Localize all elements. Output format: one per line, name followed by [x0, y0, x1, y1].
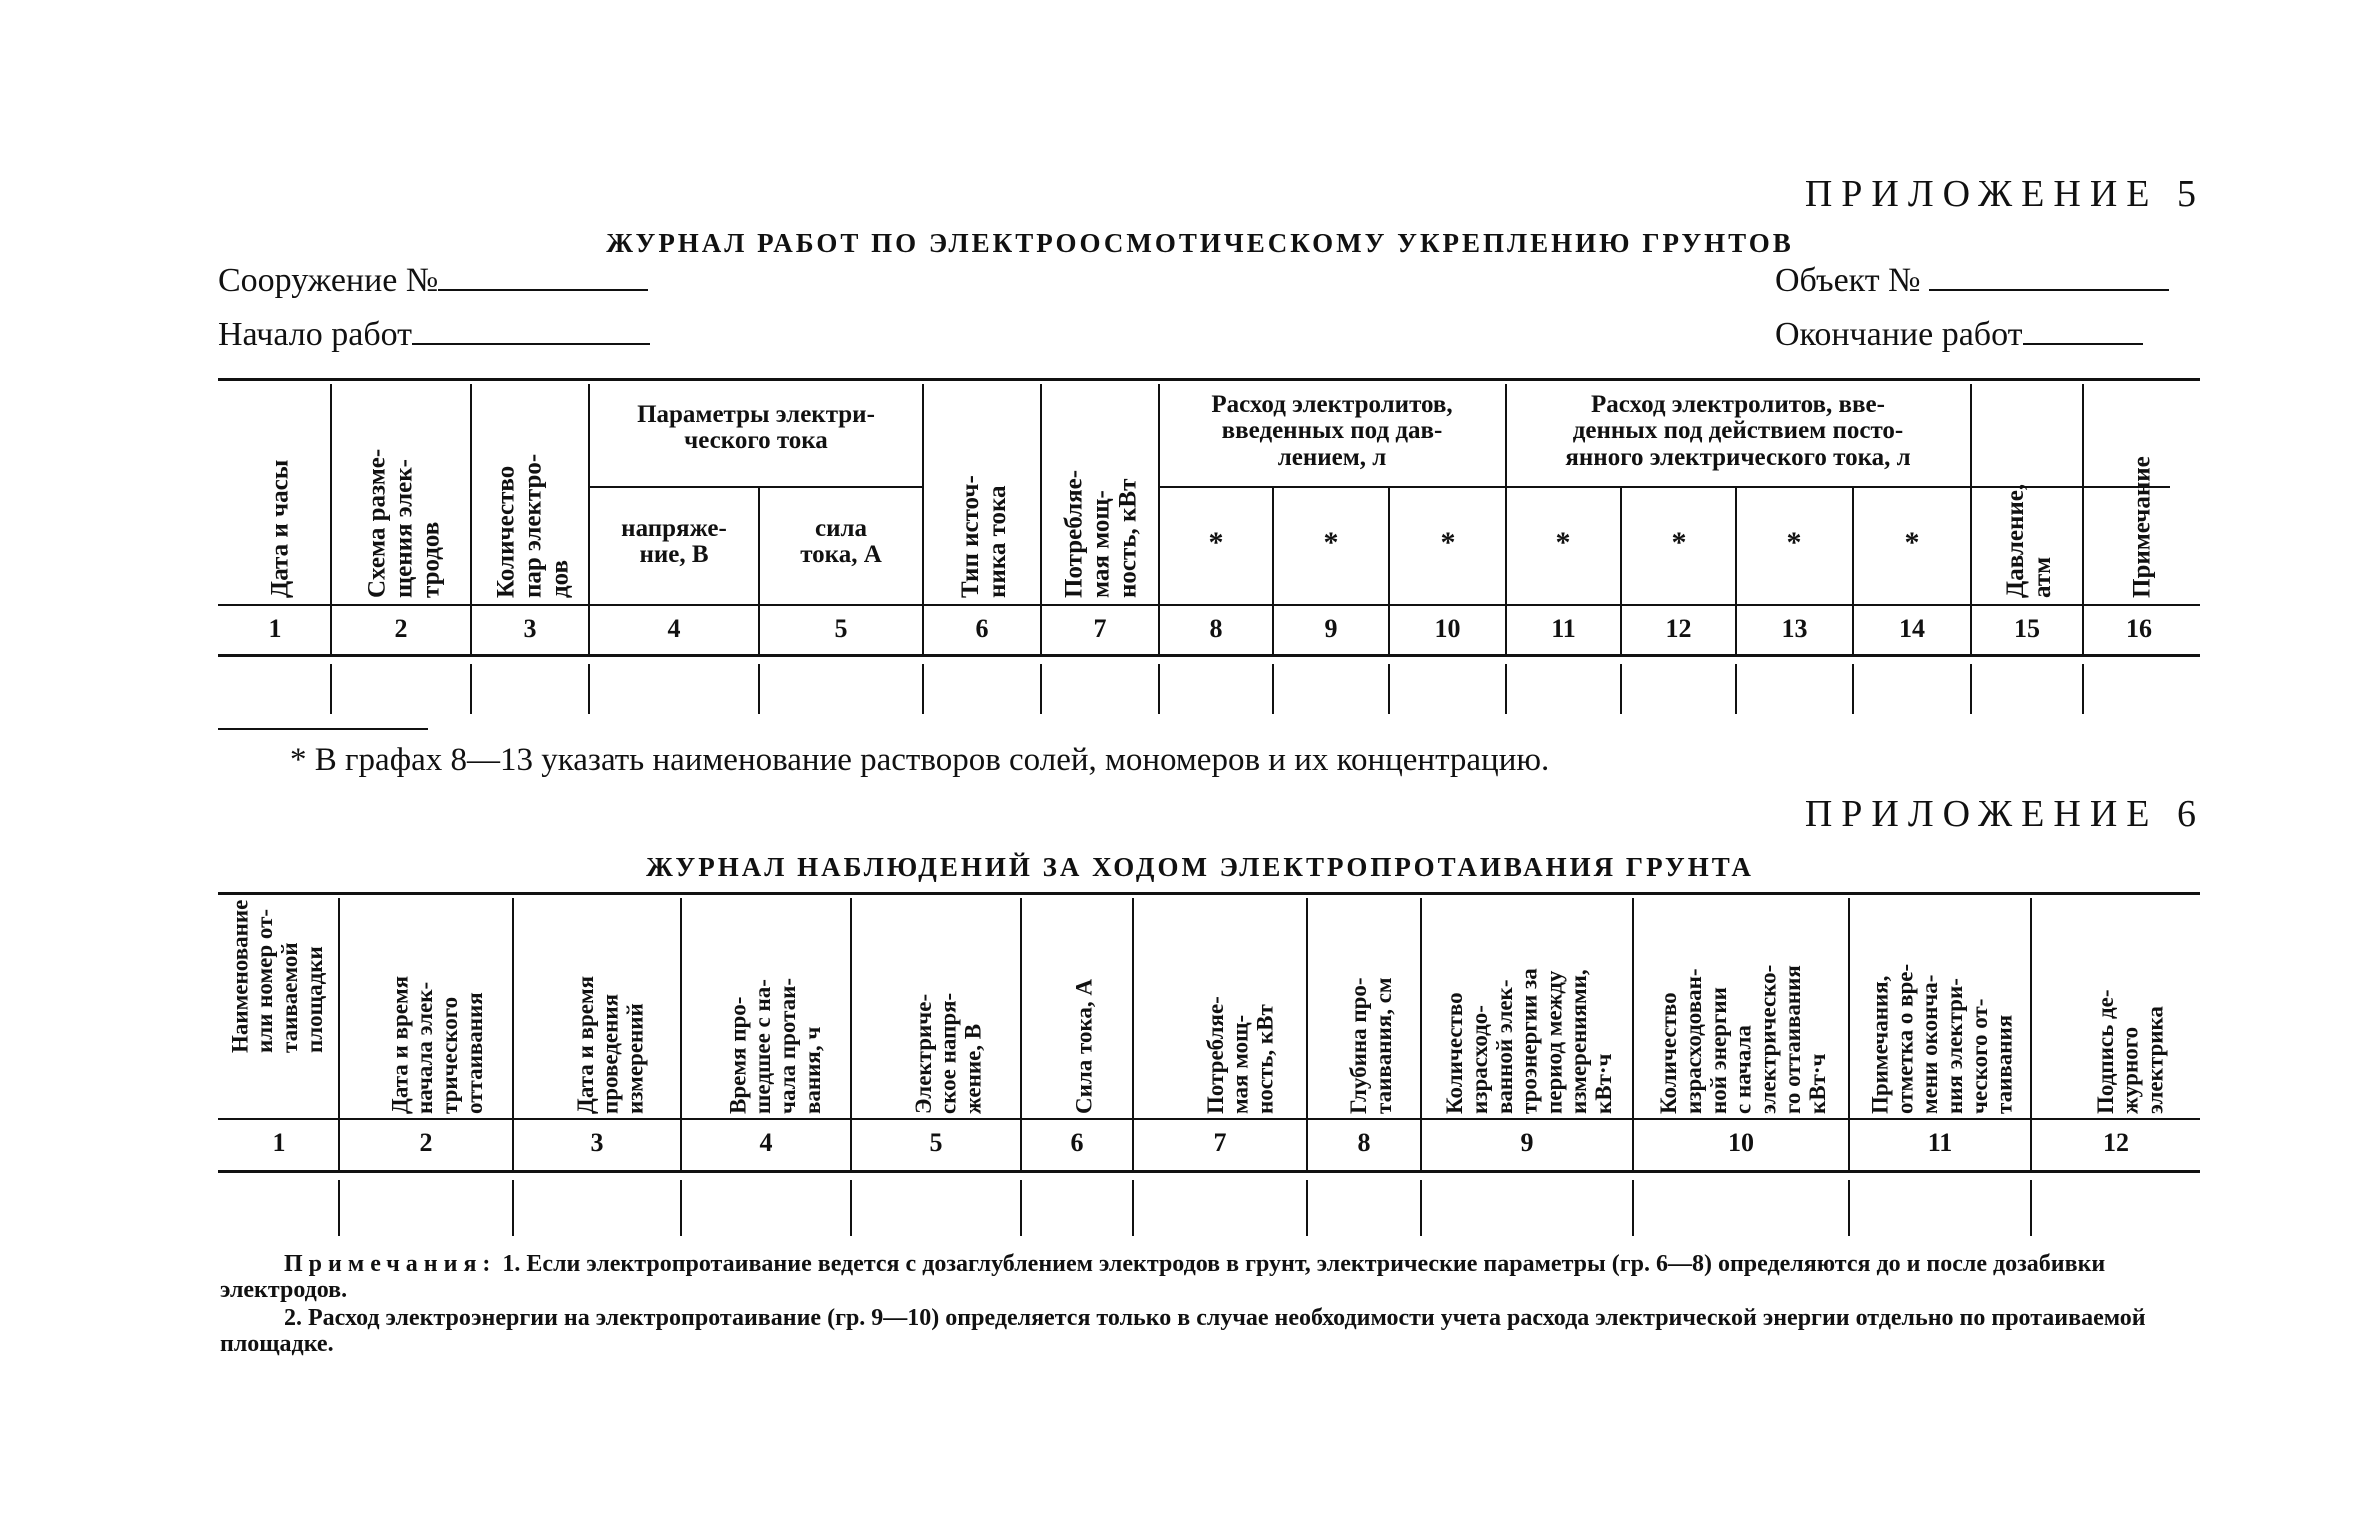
t6-col-number: 7	[1213, 1128, 1227, 1157]
t6-header-start-time: Дата и время начала элек- трического оттаивания	[387, 975, 487, 1114]
t6-col-number: 11	[1927, 1128, 1953, 1157]
t5-star-9: *	[1323, 526, 1339, 559]
t5-header-remark: Примечание	[2128, 456, 2156, 598]
t6-header-power: Потребляе- мая мощ- ность, кВт	[1202, 996, 1278, 1114]
t5-col-number: 12	[1665, 614, 1692, 643]
t6-col-number: 3	[590, 1128, 604, 1157]
t5-header-pressure-group: Расход электролитов, введенных под дав- лением, л	[1211, 391, 1453, 471]
appendix-5-title: ЖУРНАЛ РАБОТ ПО ЭЛЕКТРООСМОТИЧЕСКОМУ УКРЕПЛЕНИЮ ГРУНТОВ	[606, 228, 1794, 258]
t6-header-signature: Подпись де- журного электрика	[2092, 989, 2168, 1114]
t6-header-current: Сила тока, А	[1071, 978, 1097, 1114]
t6-col-number: 6	[1070, 1128, 1084, 1157]
t5-header-pairs: Количество пар электро- дов	[492, 453, 574, 598]
t5-col-number: 2	[394, 614, 408, 643]
t5-header-source: Тип источ- ника тока	[957, 475, 1011, 598]
t5-col-number: 6	[975, 614, 989, 643]
t6-col-number: 5	[929, 1128, 943, 1157]
t5-header-date: Дата и часы	[266, 459, 294, 598]
t5-star-11: *	[1555, 526, 1571, 559]
t5-header-pressure: Давление, атм	[2002, 483, 2056, 598]
t5-header-current: сила тока, А	[800, 515, 882, 569]
t5-star-13: *	[1786, 526, 1802, 559]
notes-label: Примечания:	[284, 1251, 497, 1277]
object-blank[interactable]	[1929, 285, 2169, 291]
end-field	[1775, 316, 2143, 354]
t5-col-number: 7	[1093, 614, 1107, 643]
t6-header-voltage: Электриче- ское напря- жение, В	[910, 992, 986, 1114]
t6-header-measure-time: Дата и время проведения измерений	[572, 975, 648, 1114]
t5-col-number: 14	[1899, 614, 1925, 643]
t6-col-number: 10	[1728, 1128, 1754, 1157]
t6-col-number: 2	[419, 1128, 433, 1157]
t5-col-number: 1	[268, 614, 282, 643]
t5-col-number: 9	[1324, 614, 1338, 643]
t5-col-number: 8	[1209, 614, 1223, 643]
t5-col-number: 5	[834, 614, 848, 643]
t5-col-number: 11	[1551, 614, 1576, 643]
t6-col-number: 1	[272, 1128, 286, 1157]
t5-header-voltage: напряже- ние, В	[621, 515, 727, 569]
t5-header-scheme: Схема разме- щения элек- тродов	[363, 448, 445, 598]
t6-col-number: 12	[2103, 1128, 2129, 1157]
t5-col-number: 13	[1781, 614, 1808, 643]
t5-col-number: 16	[2126, 614, 2152, 643]
t6-header-notes: Примечания, отметка о вре- мени оконча- ния электри- ческого от- таивания	[1867, 963, 2017, 1114]
t6-header-energy-period: Количество израсходо- ванной элек- троэнергии за период между измерениями, кВт·ч	[1442, 968, 1617, 1114]
t6-col-number: 8	[1357, 1128, 1371, 1157]
t5-col-number: 3	[523, 614, 537, 643]
t5-header-power: Потребляе- мая мощ- ность, кВт	[1060, 469, 1142, 598]
appendix-6-note-1	[220, 1252, 2200, 1304]
t5-star-8: *	[1208, 526, 1224, 559]
t5-col-number: 10	[1434, 614, 1461, 643]
structure-field	[218, 262, 648, 300]
start-label: Начало работ	[218, 316, 413, 353]
appendix-6-title: ЖУРНАЛ НАБЛЮДЕНИЙ ЗА ХОДОМ ЭЛЕКТРОПРОТАИВАНИЯ ГРУНТА	[646, 852, 1754, 882]
appendix-5-label: ПРИЛОЖЕНИЕ 5	[1804, 173, 2205, 215]
t6-col-number: 9	[1520, 1128, 1534, 1157]
t6-col-number: 4	[759, 1128, 773, 1157]
start-blank[interactable]	[412, 339, 650, 345]
note-1-text: 1. Если электропротаивание ведется с дозаглублением электродов в грунт, электрические параметры (гр. 6—8) определяются до и после дозабивки электродов.	[220, 1251, 2106, 1303]
appendix-5-footnote: * В графах 8—13 указать наименование растворов солей, мономеров и их концентрацию.	[290, 742, 1550, 778]
appendix-6-note-2: 2. Расход электроэнергии на электропротаивание (гр. 9—10) определяется только в случае необходимости учета расхода электрической энергии отдельно по протаиваемой площадке.	[220, 1305, 2146, 1357]
end-blank[interactable]	[2023, 339, 2143, 345]
t5-col-number: 15	[2014, 614, 2040, 643]
t6-header-elapsed: Время про- шедшее с на- чала протаи- вания, ч	[725, 977, 825, 1114]
t5-star-14: *	[1904, 526, 1920, 559]
t5-col-number: 4	[667, 614, 681, 643]
appendix-6-label: ПРИЛОЖЕНИЕ 6	[1804, 793, 2205, 835]
t6-header-energy-total: Количество израсходован- ной энергии с начала электрическо- го оттаивания кВт·ч	[1656, 964, 1831, 1114]
t5-header-current-group: Расход электролитов, вве- денных под действием посто- янного электрического тока, л	[1565, 391, 1911, 471]
start-field	[218, 316, 650, 354]
t5-star-10: *	[1440, 526, 1456, 559]
t6-header-depth: Глубина про- таивания, см	[1346, 977, 1396, 1114]
t6-header-site: Наименование или номер от- таиваемой площадки	[227, 900, 327, 1054]
object-field	[1775, 262, 2169, 300]
t5-header-params-group: Параметры электри- ческого тока	[637, 401, 875, 455]
object-label: Объект №	[1775, 262, 1921, 299]
structure-blank[interactable]	[438, 285, 648, 291]
end-label: Окончание работ	[1775, 316, 2023, 353]
structure-label: Сооружение №	[218, 262, 439, 299]
t5-star-12: *	[1671, 526, 1687, 559]
